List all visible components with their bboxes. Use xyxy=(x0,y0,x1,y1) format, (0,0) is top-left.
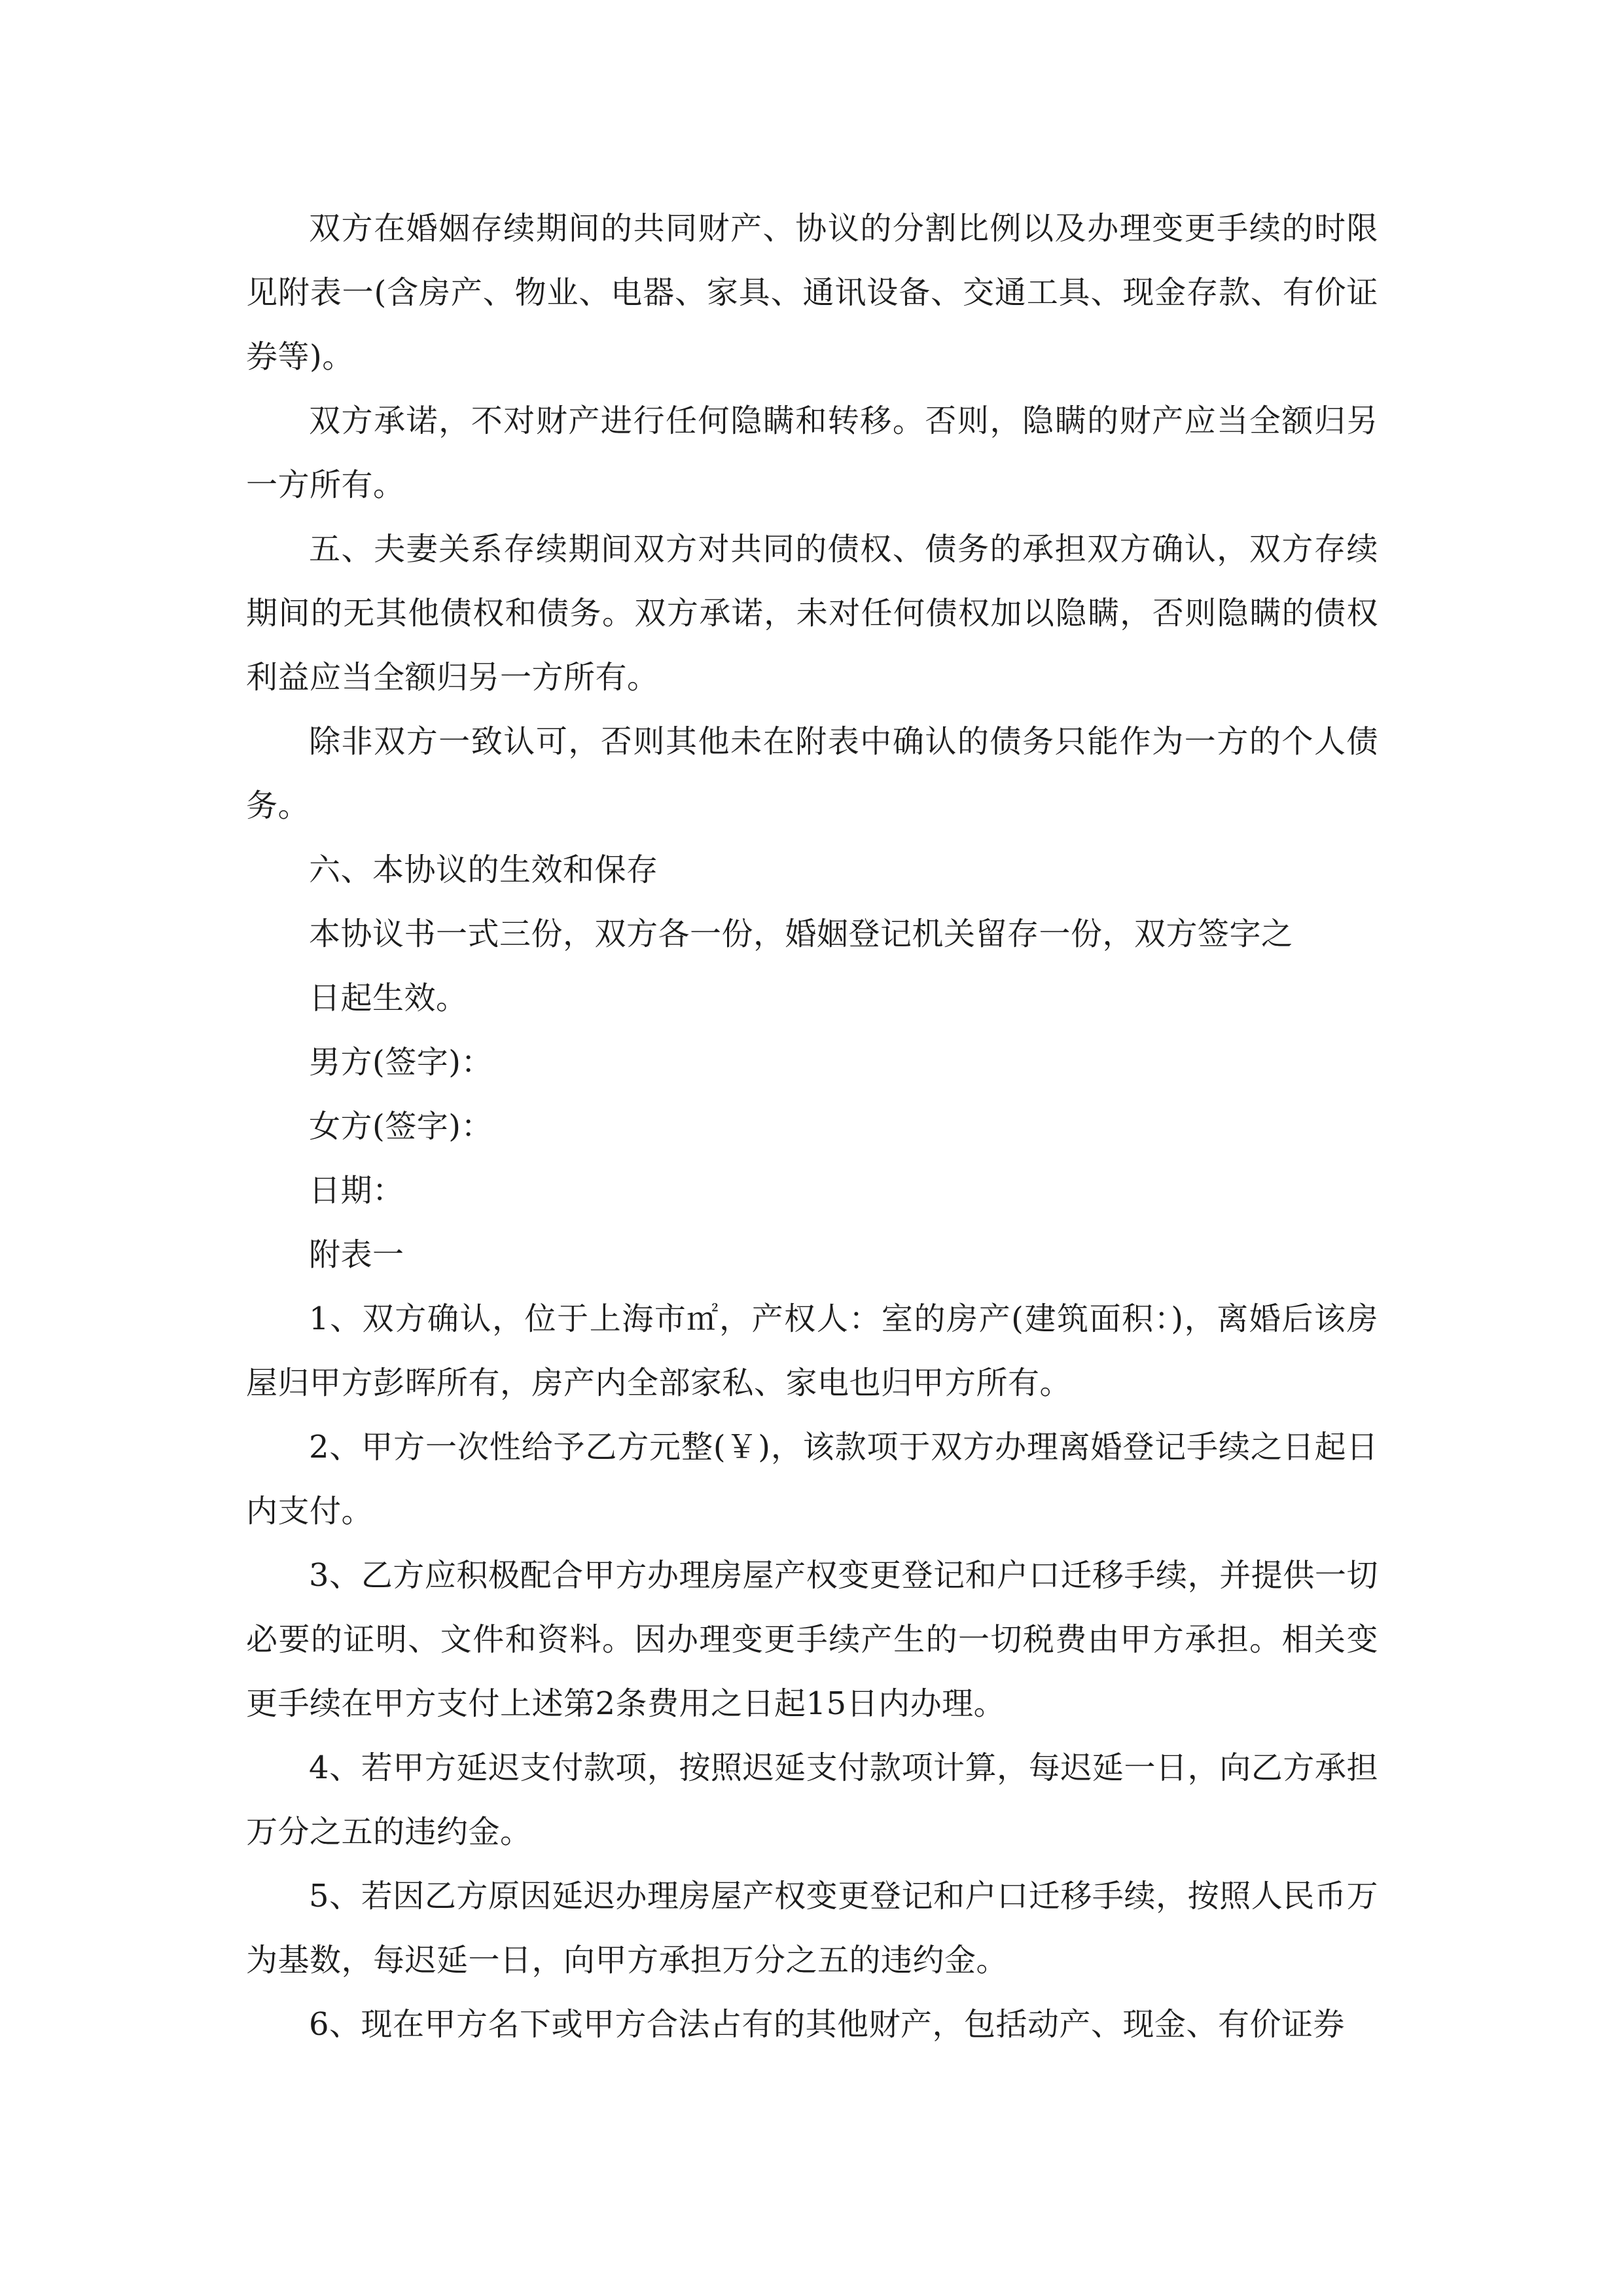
heading-appendix-one: 附表一 xyxy=(309,1236,404,1273)
date-line: 日期： xyxy=(309,1172,404,1209)
paragraph-joint-property: 双方在婚姻存续期间的共同财产、协议的分割比例以及办理变更手续的时限见附表一(含房产、物业、电器、家具、通讯设备、交通工具、现金存款、有价证券等)。 xyxy=(246,210,1378,375)
appendix-item-5: 5、若因乙方原因延迟办理房屋产权变更登记和户口迁移手续，按照人民币万为基数，每迟延一日，向甲方承担万分之五的违约金。 xyxy=(246,1878,1378,1979)
paragraph-copies: 本协议书一式三份，双方各一份，婚姻登记机关留存一份，双方签字之 xyxy=(309,916,1293,952)
signature-line-wife: 女方(签字)： xyxy=(309,1108,493,1145)
appendix-item-2: 2、甲方一次性给予乙方元整(￥)，该款项于双方办理离婚登记手续之日起日内支付。 xyxy=(246,1429,1378,1530)
heading-section-six: 六、本协议的生效和保存 xyxy=(309,852,658,888)
document-body xyxy=(246,196,1378,2056)
paragraph-effective: 日起生效。 xyxy=(309,980,468,1016)
appendix-item-4: 4、若甲方延迟支付款项，按照迟延支付款项计算，每迟延一日，向乙方承担万分之五的违约金。 xyxy=(246,1749,1378,1850)
paragraph-personal-debt: 除非双方一致认可，否则其他未在附表中确认的债务只能作为一方的个人债务。 xyxy=(246,723,1378,824)
appendix-item-1: 1、双方确认，位于上海市㎡，产权人：室的房产(建筑面积：)，离婚后该房屋归甲方彭晖所有，房产内全部家私、家电也归甲方所有。 xyxy=(246,1300,1378,1401)
appendix-item-6: 6、现在甲方名下或甲方合法占有的其他财产，包括动产、现金、有价证券 xyxy=(309,2006,1346,2043)
appendix-item-3: 3、乙方应积极配合甲方办理房屋产权变更登记和户口迁移手续，并提供一切必要的证明、文件和资料。因办理变更手续产生的一切税费由甲方承担。相关变更手续在甲方支付上述第2条费用之日起15日内办理。 xyxy=(246,1557,1378,1722)
paragraph-no-concealment: 双方承诺，不对财产进行任何隐瞒和转移。否则，隐瞒的财产应当全额归另一方所有。 xyxy=(246,403,1378,503)
signature-line-husband: 男方(签字)： xyxy=(309,1044,493,1081)
paragraph-section-five-debts: 五、夫妻关系存续期间双方对共同的债权、债务的承担双方确认，双方存续期间的无其他债权和债务。双方承诺，未对任何债权加以隐瞒，否则隐瞒的债权利益应当全额归另一方所有。 xyxy=(246,531,1378,696)
